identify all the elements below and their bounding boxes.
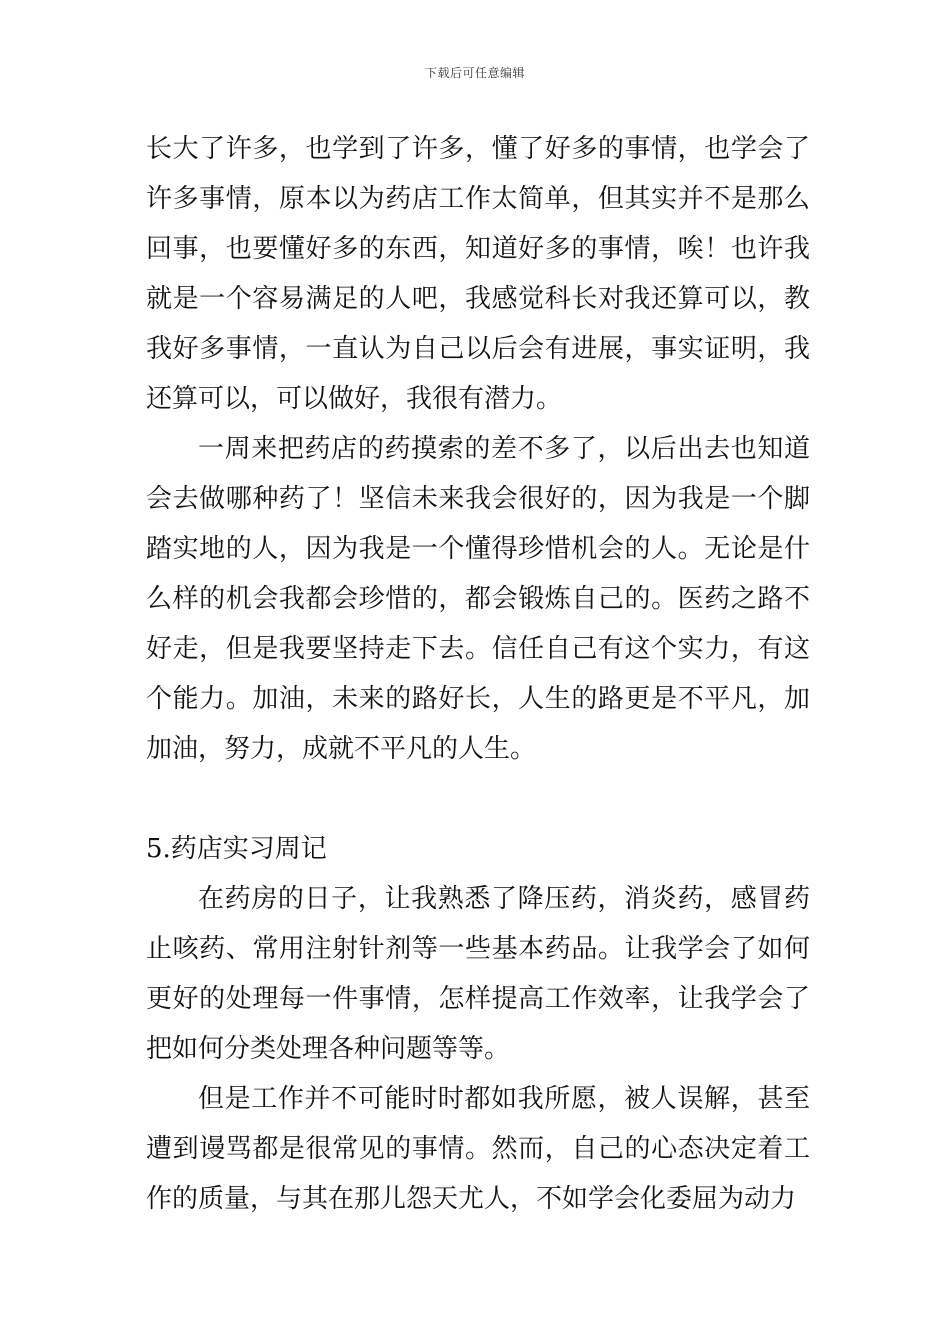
page-header: 下载后可任意编辑 bbox=[424, 66, 525, 80]
document-body bbox=[146, 124, 810, 1224]
paragraph-4: 但是工作并不可能时时都如我所愿，被人误解，甚至遭到谩骂都是很常见的事情。然而，自己的心态决定着工作的质量，与其在那儿怨天尤人，不如学会化委屈为动力 bbox=[146, 1084, 810, 1214]
paragraph-3: 在药房的日子，让我熟悉了降压药，消炎药，感冒药止咳药、常用注射针剂等一些基本药品。让我学会了如何更好的处理每一件事情，怎样提高工作效率，让我学会了把如何分类处理各种问题等等。 bbox=[146, 884, 810, 1064]
paragraph-1: 长大了许多，也学到了许多，懂了好多的事情，也学会了许多事情，原本以为药店工作太简单，但其实并不是那么回事，也要懂好多的东西，知道好多的事情，唉！也许我就是一个容易满足的人吧，我感觉科长对我还算可以，教我好多事情，一直认为自己以后会有进展，事实证明，我还算可以，可以做好，我很有潜力。 bbox=[146, 134, 810, 414]
paragraph-2: 一周来把药店的药摸索的差不多了，以后出去也知道会去做哪种药了！坚信未来我会很好的，因为我是一个脚踏实地的人，因为我是一个懂得珍惜机会的人。无论是什么样的机会我都会珍惜的，都会锻炼自己的。医药之路不好走，但是我要坚持走下去。信任自己有这个实力，有这个能力。加油，未来的路好长，人生的路更是不平凡，加加油，努力，成就不平凡的人生。 bbox=[146, 434, 810, 764]
section-title: 5.药店实习周记 bbox=[146, 834, 327, 864]
